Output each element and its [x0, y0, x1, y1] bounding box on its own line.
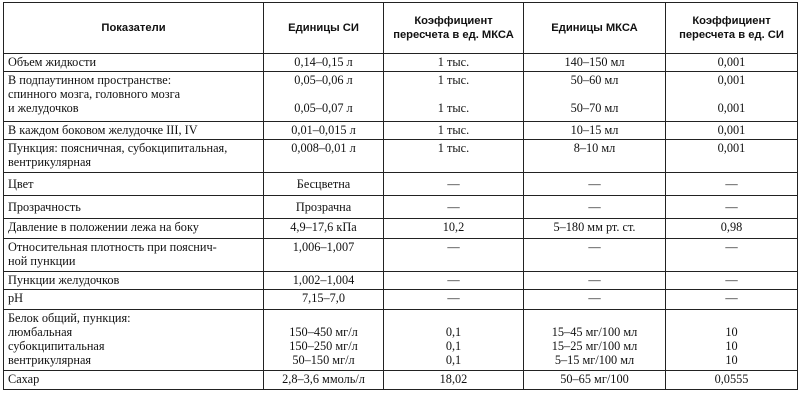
cell-line: Прозрачна: [295, 200, 352, 214]
header-si-units: Единицы СИ: [264, 3, 384, 54]
cell-line: 5–180 мм рт. ст.: [553, 220, 636, 234]
cell-line: 0,05–0,07 л: [294, 101, 353, 115]
cell-line: 2,8–3,6 ммоль/л: [282, 372, 365, 386]
table-row: [4, 310, 798, 371]
indicator-cell: [4, 196, 264, 219]
cell-line: 0,008–0,01 л: [291, 141, 356, 155]
indicator-cell: [4, 173, 264, 196]
coef-si-cell: [666, 173, 798, 196]
indicator-cell: [4, 239, 264, 272]
coef-mksa-cell: [384, 310, 524, 371]
cell-line: 0,01–0,015 л: [291, 123, 356, 137]
cell-line: 0,14–0,15 л: [294, 55, 353, 69]
cell-line: 0,98: [720, 220, 743, 234]
table-row: [4, 54, 798, 72]
cell-line: Белок общий, пункция:: [8, 311, 131, 325]
cell-line: 0,001: [717, 141, 746, 155]
indicator-cell: [4, 371, 264, 390]
coef-mksa-cell: [384, 196, 524, 219]
indicator-cell: [4, 54, 264, 72]
header-indicators: Показатели: [4, 3, 264, 54]
indicator-cell: [4, 219, 264, 239]
reference-table: [3, 2, 798, 390]
table-row: [4, 72, 798, 122]
coef-si-cell: [666, 239, 798, 272]
cell-line: 50–70 мл: [570, 101, 619, 115]
cell-line: —: [447, 273, 460, 287]
si-units-cell: [264, 140, 384, 173]
mksa-units-cell: [524, 122, 666, 140]
cell-line: 5–15 мг/100 мл: [554, 353, 635, 367]
cell-line: 4,9–17,6 кПа: [290, 220, 357, 234]
table-row: [4, 290, 798, 310]
cell-line: 150–450 мг/л: [289, 325, 358, 339]
cell-line: pH: [8, 291, 24, 305]
cell-line: 0,1: [445, 325, 462, 339]
cell-line: вентрикулярная: [8, 353, 92, 367]
cell-line: 1 тыс.: [437, 123, 470, 137]
cell-line: 18,02: [439, 372, 468, 386]
cell-line: —: [588, 200, 601, 214]
cell-line: Прозрачность: [8, 200, 81, 214]
si-units-cell: [264, 173, 384, 196]
cell-line: 1 тыс.: [437, 73, 470, 87]
cell-line: [670, 311, 793, 325]
cell-line: 0,0555: [714, 372, 749, 386]
indicator-cell: [4, 72, 264, 122]
cell-line: 10,2: [442, 220, 465, 234]
cell-line: 15–45 мг/100 мл: [551, 325, 638, 339]
indicator-cell: [4, 122, 264, 140]
coef-mksa-cell: [384, 371, 524, 390]
cell-line: —: [725, 291, 738, 305]
cell-line: Относительная плотность при пояснич-: [8, 240, 217, 254]
si-units-cell: [264, 239, 384, 272]
mksa-units-cell: [524, 54, 666, 72]
cell-line: и желудочков: [8, 101, 79, 115]
coef-mksa-cell: [384, 173, 524, 196]
coef-mksa-cell: [384, 219, 524, 239]
cell-line: 140–150 мл: [564, 55, 625, 69]
cell-line: 10: [725, 339, 738, 353]
table-row: [4, 219, 798, 239]
cell-line: —: [725, 177, 738, 191]
cell-line: 1,002–1,004: [292, 273, 355, 287]
cell-line: 150–250 мг/л: [289, 339, 358, 353]
header-row: [4, 3, 798, 54]
cell-line: 0,05–0,06 л: [294, 73, 353, 87]
si-units-cell: [264, 196, 384, 219]
mksa-units-cell: [524, 272, 666, 290]
cell-line: В каждом боковом желудочке III, IV: [8, 123, 198, 137]
cell-line: —: [447, 200, 460, 214]
cell-line: Объем жидкости: [8, 55, 97, 69]
cell-line: —: [588, 273, 601, 287]
table-row: [4, 173, 798, 196]
cell-line: Цвет: [8, 177, 34, 191]
cell-line: 0,1: [445, 339, 462, 353]
cell-line: —: [725, 240, 738, 254]
coef-mksa-cell: [384, 290, 524, 310]
coef-mksa-cell: [384, 140, 524, 173]
cell-line: [528, 311, 661, 325]
table-row: [4, 371, 798, 390]
mksa-units-cell: [524, 239, 666, 272]
cell-line: —: [447, 291, 460, 305]
indicator-cell: [4, 140, 264, 173]
mksa-units-cell: [524, 140, 666, 173]
si-units-cell: [264, 122, 384, 140]
cell-line: 50–150 мг/л: [292, 353, 355, 367]
cell-line: 8–10 мл: [573, 141, 616, 155]
coef-si-cell: [666, 310, 798, 371]
cell-line: 0,001: [717, 123, 746, 137]
cell-line: 50–60 мл: [570, 73, 619, 87]
si-units-cell: [264, 72, 384, 122]
table-row: [4, 239, 798, 272]
cell-line: [388, 87, 519, 101]
header-mksa-units: Единицы МКСА: [524, 3, 666, 54]
si-units-cell: [264, 290, 384, 310]
cell-line: 10: [725, 353, 738, 367]
cell-line: 1 тыс.: [437, 55, 470, 69]
cell-line: 15–25 мг/100 мл: [551, 339, 638, 353]
cell-line: субокципитальная: [8, 339, 105, 353]
indicator-cell: [4, 272, 264, 290]
indicator-cell: [4, 290, 264, 310]
coef-mksa-cell: [384, 122, 524, 140]
si-units-cell: [264, 54, 384, 72]
cell-line: —: [447, 177, 460, 191]
coef-si-cell: [666, 122, 798, 140]
coef-si-cell: [666, 371, 798, 390]
cell-line: 0,1: [445, 353, 462, 367]
cell-line: 10–15 мл: [570, 123, 619, 137]
cell-line: [388, 311, 519, 325]
coef-mksa-cell: [384, 272, 524, 290]
cell-line: Бесцветна: [296, 177, 351, 191]
coef-si-cell: [666, 290, 798, 310]
table-row: [4, 140, 798, 173]
cell-line: [670, 87, 793, 101]
cell-line: Пункция: поясничная, субокципитальная,: [8, 141, 228, 155]
coef-mksa-cell: [384, 239, 524, 272]
cell-line: —: [588, 240, 601, 254]
cell-line: 0,001: [717, 73, 746, 87]
coef-si-cell: [666, 72, 798, 122]
coef-si-cell: [666, 54, 798, 72]
cell-line: —: [725, 273, 738, 287]
coef-si-cell: [666, 272, 798, 290]
mksa-units-cell: [524, 310, 666, 371]
cell-line: ной пункции: [8, 254, 76, 268]
si-units-cell: [264, 219, 384, 239]
cell-line: —: [588, 291, 601, 305]
header-coef-to-mksa: Коэффициент пересчета в ед. МКСА: [384, 3, 524, 54]
cell-line: [268, 87, 379, 101]
si-units-cell: [264, 371, 384, 390]
indicator-cell: [4, 310, 264, 371]
cell-line: Пункции желудочков: [8, 273, 120, 287]
coef-si-cell: [666, 196, 798, 219]
cell-line: 1 тыс.: [437, 101, 470, 115]
cell-line: [528, 87, 661, 101]
header-coef-to-si: Коэффициент пересчета в ед. СИ: [666, 3, 798, 54]
mksa-units-cell: [524, 196, 666, 219]
mksa-units-cell: [524, 219, 666, 239]
cell-line: Давление в положении лежа на боку: [8, 220, 199, 234]
coef-mksa-cell: [384, 54, 524, 72]
cell-line: 7,15–7,0: [301, 291, 346, 305]
cell-line: 50–65 мг/100: [560, 372, 629, 386]
table-row: [4, 122, 798, 140]
table-row: [4, 272, 798, 290]
si-units-cell: [264, 272, 384, 290]
table-row: [4, 196, 798, 219]
si-units-cell: [264, 310, 384, 371]
cell-line: 1 тыс.: [437, 141, 470, 155]
mksa-units-cell: [524, 72, 666, 122]
cell-line: 1,006–1,007: [292, 240, 355, 254]
cell-line: люмбальная: [8, 325, 73, 339]
mksa-units-cell: [524, 371, 666, 390]
mksa-units-cell: [524, 290, 666, 310]
table-body: [4, 54, 798, 390]
cell-line: вентрикулярная: [8, 155, 92, 169]
cell-line: Сахар: [8, 372, 40, 386]
coef-si-cell: [666, 219, 798, 239]
cell-line: 0,001: [717, 55, 746, 69]
cell-line: 0,001: [717, 101, 746, 115]
cell-line: —: [447, 240, 460, 254]
cell-line: В подпаутинном пространстве:: [8, 73, 172, 87]
coef-mksa-cell: [384, 72, 524, 122]
cell-line: —: [588, 177, 601, 191]
cell-line: [268, 311, 379, 325]
cell-line: —: [725, 200, 738, 214]
mksa-units-cell: [524, 173, 666, 196]
cell-line: спинного мозга, головного мозга: [8, 87, 181, 101]
cell-line: 10: [725, 325, 738, 339]
coef-si-cell: [666, 140, 798, 173]
